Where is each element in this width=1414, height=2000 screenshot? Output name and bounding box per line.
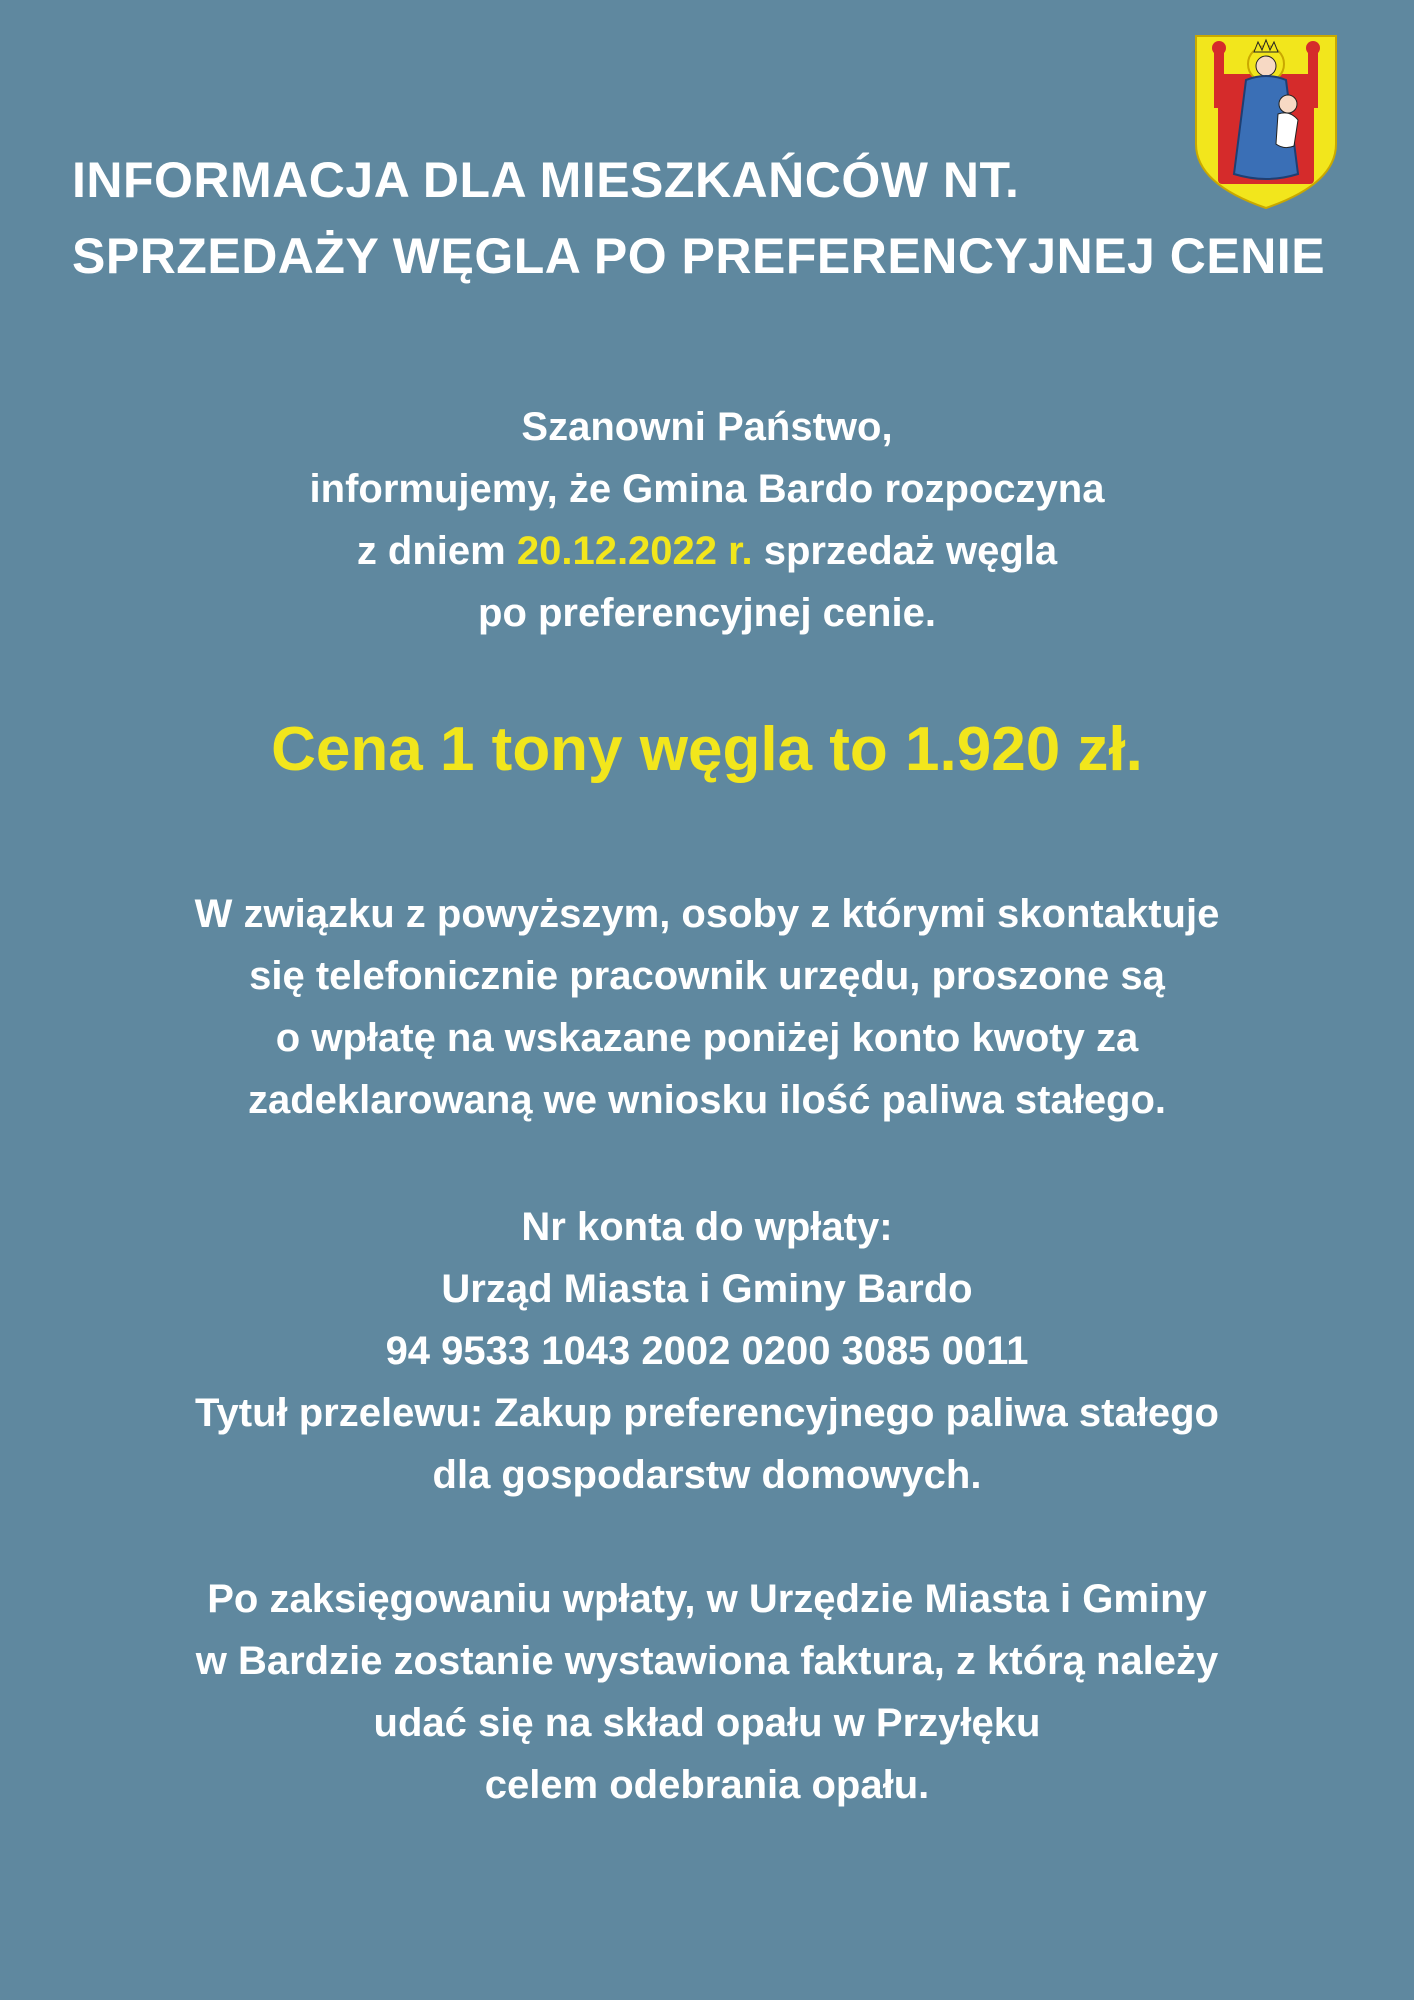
intro-line <box>0 520 1414 582</box>
intro-line: po preferencyjnej cenie. <box>478 591 936 635</box>
account-label: Nr konta do wpłaty: <box>521 1205 893 1249</box>
payment-info-paragraph <box>0 883 1414 1131</box>
title-line: INFORMACJA DLA MIESZKAŃCÓW NT. <box>72 152 1020 208</box>
intro-paragraph <box>0 396 1414 644</box>
closing-paragraph <box>0 1568 1414 1816</box>
paragraph-line: w Bardzie zostanie wystawiona faktura, z którą należy <box>195 1639 1219 1683</box>
coal-price: Cena 1 tony węgla to 1.920 zł. <box>271 715 1143 784</box>
paragraph-line: udać się na skład opału w Przyłęku <box>373 1701 1041 1745</box>
paragraph-line: o wpłatę na wskazane poniżej konto kwoty za <box>275 1016 1139 1060</box>
page-title <box>72 142 1372 294</box>
greeting: Szanowni Państwo, <box>521 405 893 449</box>
paragraph-line: celem odebrania opału. <box>484 1763 930 1807</box>
account-details <box>0 1196 1414 1506</box>
start-date: 20.12.2022 r. <box>516 529 753 573</box>
transfer-title-cont: dla gospodarstw domowych. <box>432 1453 982 1497</box>
paragraph-line: W związku z powyższym, osoby z którymi skontaktuje <box>194 892 1220 936</box>
intro-text: sprzedaż węgla <box>752 529 1058 573</box>
account-recipient: Urząd Miasta i Gminy Bardo <box>441 1267 973 1311</box>
intro-line: informujemy, że Gmina Bardo rozpoczyna <box>309 467 1105 511</box>
intro-text: z dniem <box>356 529 517 573</box>
account-number: 94 9533 1043 2002 0200 3085 0011 <box>385 1329 1029 1373</box>
paragraph-line: Po zaksięgowaniu wpłaty, w Urzędzie Miasta i Gminy <box>207 1577 1207 1621</box>
transfer-title: Tytuł przelewu: Zakup preferencyjnego paliwa stałego <box>195 1391 1219 1435</box>
paragraph-line: się telefonicznie pracownik urzędu, proszone są <box>249 954 1165 998</box>
title-line: SPRZEDAŻY WĘGLA PO PREFERENCYJNEJ CENIE <box>72 228 1326 284</box>
paragraph-line: zadeklarowaną we wniosku ilość paliwa stałego. <box>247 1078 1167 1122</box>
